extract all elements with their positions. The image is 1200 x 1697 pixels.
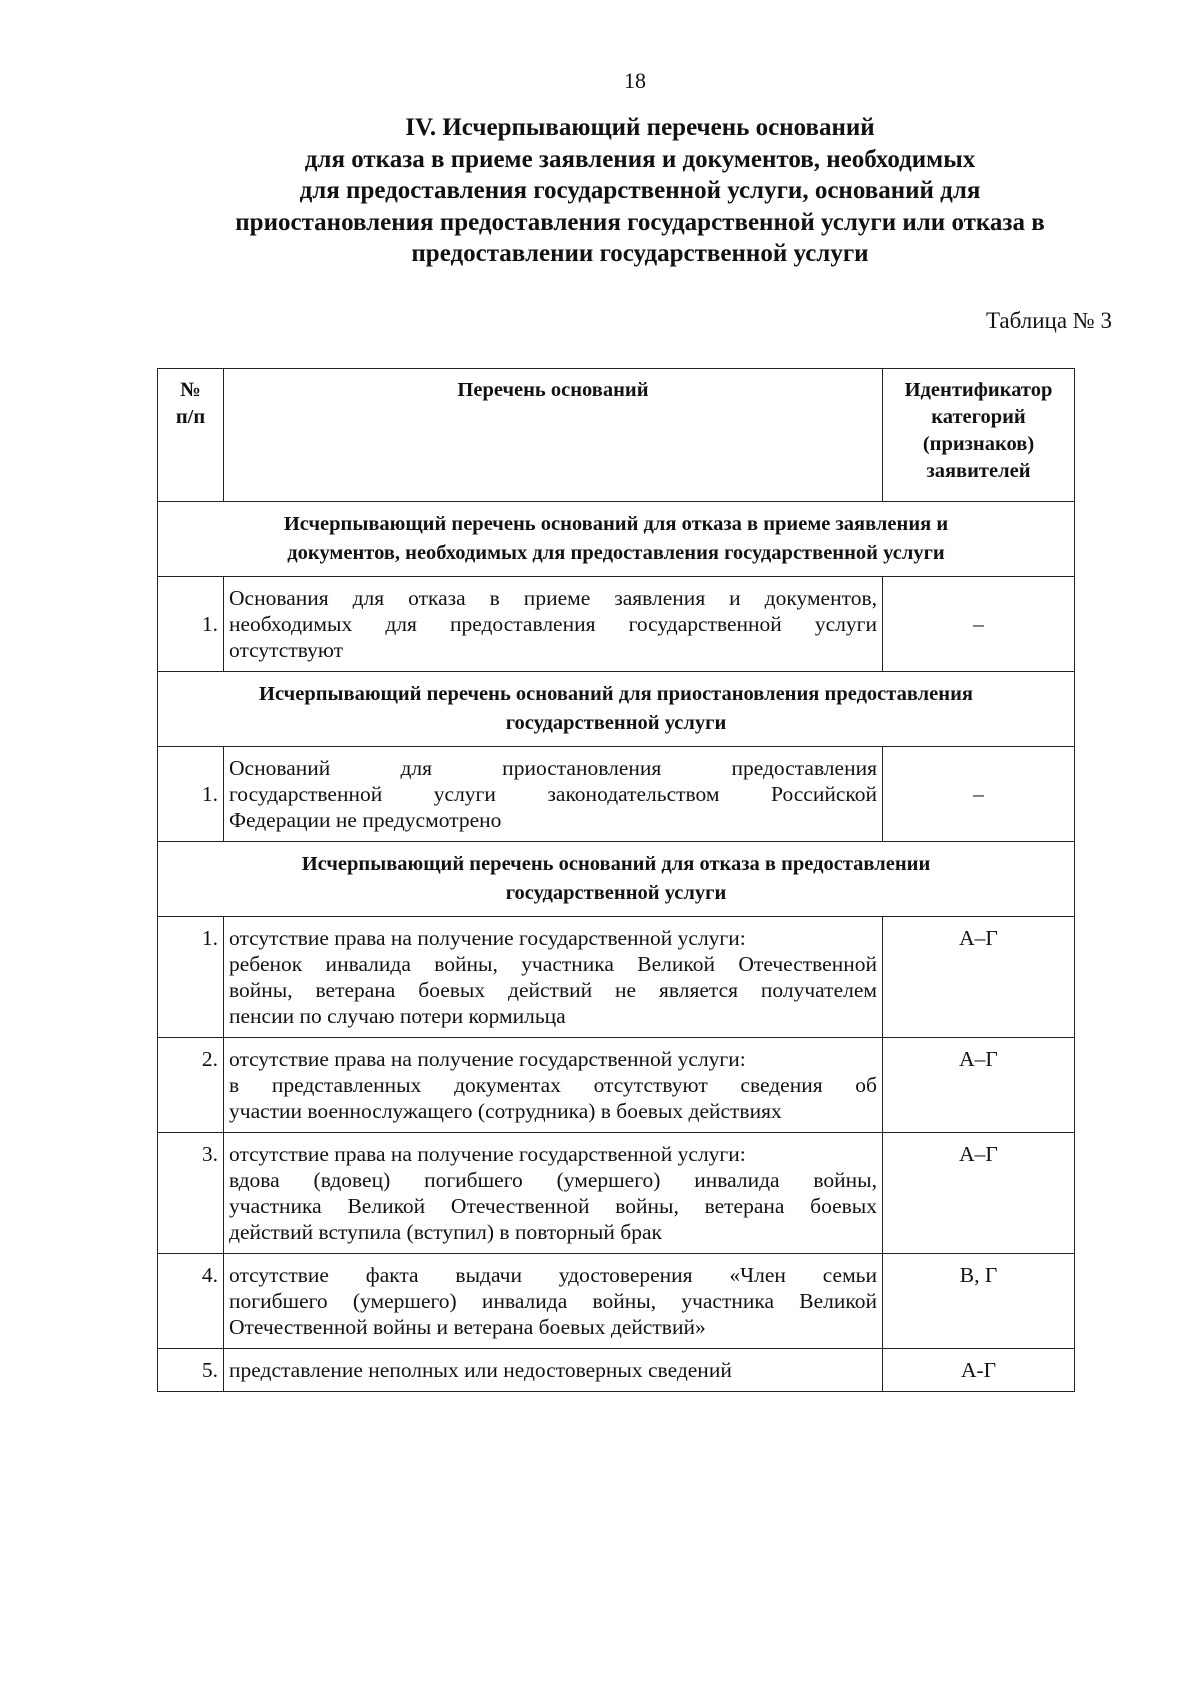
row-text-line: погибшего (умершего) инвалида войны, участника Великой bbox=[229, 1289, 877, 1313]
row-number: 4. bbox=[158, 1254, 224, 1349]
row-text-line: отсутствие права на получение государственной услуги: bbox=[229, 926, 746, 950]
row-identifier: – bbox=[883, 747, 1075, 842]
row-text-line: Отечественной войны и ветерана боевых действий» bbox=[229, 1315, 706, 1339]
row-text-line: в представленных документах отсутствуют сведения об bbox=[229, 1073, 877, 1097]
row-text-line: действий вступила (вступил) в повторный брак bbox=[229, 1220, 662, 1244]
row-number: 3. bbox=[158, 1133, 224, 1254]
header-identifier-line: (признаков) bbox=[922, 433, 1035, 455]
header-identifier bbox=[883, 369, 1075, 502]
page-number: 18 bbox=[624, 68, 646, 93]
section-heading-line: документов, необходимых для предоставления государственной услуги bbox=[287, 542, 945, 564]
row-text-line: отсутствие права на получение государственной услуги: bbox=[229, 1142, 746, 1166]
row-text-line: отсутствие факта выдачи удостоверения «Член семьи bbox=[229, 1263, 877, 1287]
row-text-line: вдова (вдовец) погибшего (умершего) инвалида войны, bbox=[229, 1168, 877, 1192]
section-row bbox=[158, 842, 1075, 917]
row-text-line: Федерации не предусмотрено bbox=[229, 808, 502, 832]
section-heading bbox=[158, 842, 1075, 917]
grounds-table bbox=[157, 368, 1075, 1392]
title-line: предоставлении государственной услуги bbox=[411, 240, 869, 267]
row-number: 1. bbox=[158, 917, 224, 1038]
row-text bbox=[224, 1349, 883, 1392]
section-heading bbox=[158, 672, 1075, 747]
header-number-line: п/п bbox=[175, 406, 206, 428]
row-identifier: А-Г bbox=[883, 1349, 1075, 1392]
header-number bbox=[158, 369, 224, 502]
section-row bbox=[158, 672, 1075, 747]
section-heading-line: Исчерпывающий перечень оснований для отказа в приеме заявления и bbox=[283, 513, 949, 535]
table-row bbox=[158, 1254, 1075, 1349]
table-row bbox=[158, 1038, 1075, 1133]
section-row bbox=[158, 502, 1075, 577]
section-heading-line: Исчерпывающий перечень оснований для отказа в предоставлении bbox=[301, 853, 931, 875]
row-identifier: А–Г bbox=[883, 917, 1075, 1038]
row-number: 2. bbox=[158, 1038, 224, 1133]
row-text-line: Основания для отказа в приеме заявления и документов, bbox=[229, 586, 877, 610]
title-line: IV. Исчерпывающий перечень оснований bbox=[405, 114, 875, 141]
row-identifier: А–Г bbox=[883, 1133, 1075, 1254]
row-text bbox=[224, 1038, 883, 1133]
section-heading-line: Исчерпывающий перечень оснований для приостановления предоставления bbox=[259, 683, 973, 705]
row-number: 5. bbox=[158, 1349, 224, 1392]
header-identifier-line: заявителей bbox=[926, 460, 1031, 482]
title-line: для отказа в приеме заявления и документов, необходимых bbox=[304, 145, 976, 173]
table-row bbox=[158, 747, 1075, 842]
header-grounds: Перечень оснований bbox=[224, 369, 883, 502]
row-text-line: ребенок инвалида войны, участника Великой Отечественной bbox=[229, 952, 877, 976]
row-identifier: – bbox=[883, 577, 1075, 672]
row-text-line: отсутствие права на получение государственной услуги: bbox=[229, 1047, 746, 1071]
row-text-line: войны, ветерана боевых действий не является получателем bbox=[229, 978, 877, 1002]
table-header-row bbox=[158, 369, 1075, 502]
row-text-line: необходимых для предоставления государственной услуги bbox=[229, 612, 877, 636]
row-text-line: пенсии по случаю потери кормильца bbox=[229, 1004, 566, 1028]
section-heading-line: государственной услуги bbox=[505, 712, 727, 734]
header-number-line: № bbox=[180, 379, 201, 401]
table-caption: Таблица № 3 bbox=[985, 308, 1112, 333]
row-identifier: В, Г bbox=[883, 1254, 1075, 1349]
row-number: 1. bbox=[158, 747, 224, 842]
row-text-line: участии военнослужащего (сотрудника) в боевых действиях bbox=[229, 1099, 782, 1123]
row-number: 1. bbox=[158, 577, 224, 672]
row-text-line: отсутствуют bbox=[229, 638, 344, 662]
row-text-line: представление неполных или недостоверных сведений bbox=[229, 1358, 732, 1382]
row-identifier: А–Г bbox=[883, 1038, 1075, 1133]
table-row bbox=[158, 577, 1075, 672]
row-text-line: государственной услуги законодательством Российской bbox=[229, 782, 877, 806]
title-line: приостановления предоставления государственной услуги или отказа в bbox=[235, 208, 1045, 236]
section-heading-line: государственной услуги bbox=[505, 882, 727, 904]
header-identifier-line: Идентификатор bbox=[904, 379, 1053, 401]
row-text bbox=[224, 1133, 883, 1254]
section-heading bbox=[158, 502, 1075, 577]
row-text bbox=[224, 577, 883, 672]
header-identifier-line: категорий bbox=[931, 406, 1026, 428]
table-row bbox=[158, 1133, 1075, 1254]
row-text bbox=[224, 1254, 883, 1349]
row-text bbox=[224, 917, 883, 1038]
section-title bbox=[150, 112, 1130, 270]
table-row bbox=[158, 1349, 1075, 1392]
row-text-line: участника Великой Отечественной войны, ветерана боевых bbox=[229, 1194, 877, 1218]
table-row bbox=[158, 917, 1075, 1038]
title-line: для предоставления государственной услуги, оснований для bbox=[299, 177, 981, 204]
row-text bbox=[224, 747, 883, 842]
row-text-line: Оснований для приостановления предоставления bbox=[229, 756, 877, 780]
